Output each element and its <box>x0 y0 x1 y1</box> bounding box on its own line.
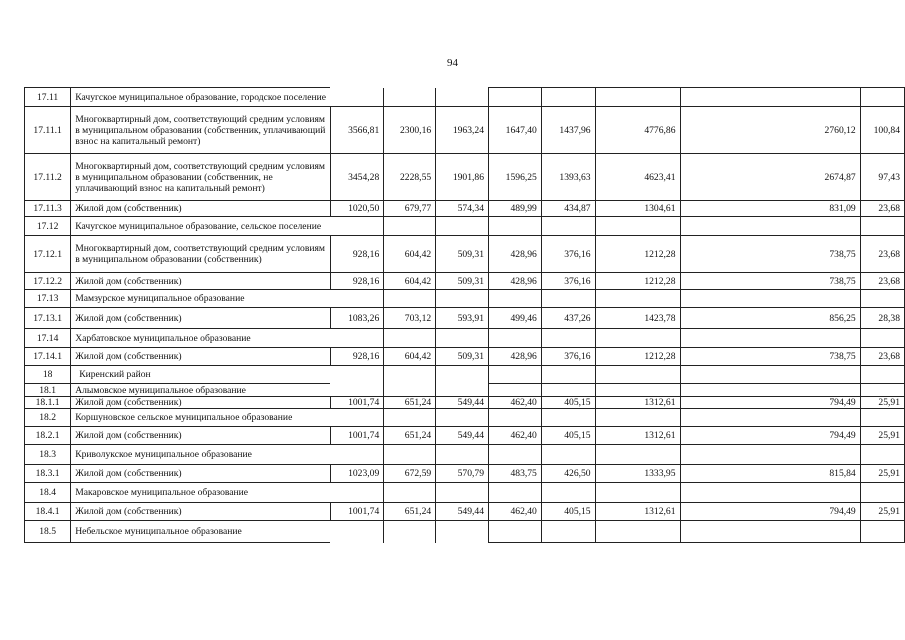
empty-cell <box>541 329 595 348</box>
value-cell: 604,42 <box>384 236 436 273</box>
empty-cell <box>436 409 489 427</box>
value-cell: 376,16 <box>541 236 595 273</box>
value-cell: 1212,28 <box>595 236 680 273</box>
empty-cell <box>860 483 904 503</box>
empty-cell <box>384 366 436 384</box>
row-code: 17.13.1 <box>25 308 71 329</box>
empty-cell <box>860 88 904 107</box>
table-row <box>25 236 905 273</box>
empty-cell <box>489 290 542 308</box>
value-cell: 100,84 <box>860 107 904 154</box>
row-code: 17.11 <box>25 88 71 107</box>
value-cell: 405,15 <box>541 503 595 521</box>
value-cell: 2300,16 <box>384 107 436 154</box>
empty-cell <box>595 329 680 348</box>
row-name: Жилой дом (собственник) <box>71 308 330 329</box>
value-cell: 376,16 <box>541 273 595 290</box>
value-cell: 462,40 <box>489 427 542 445</box>
value-cell: 25,91 <box>860 427 904 445</box>
empty-cell <box>680 521 860 543</box>
empty-cell <box>680 88 860 107</box>
value-cell: 738,75 <box>680 348 860 366</box>
section-name: Харбатовское муниципальное образование <box>71 329 330 348</box>
value-cell: 1596,25 <box>489 154 542 201</box>
region-name: Киренский район <box>71 366 330 384</box>
value-cell: 1312,61 <box>595 397 680 409</box>
value-cell: 1333,95 <box>595 465 680 483</box>
empty-cell <box>384 521 436 543</box>
empty-cell <box>384 88 436 107</box>
value-cell: 651,24 <box>384 427 436 445</box>
row-code: 17.11.2 <box>25 154 71 201</box>
value-cell: 604,42 <box>384 273 436 290</box>
value-cell: 499,46 <box>489 308 542 329</box>
empty-cell <box>860 366 904 384</box>
row-code: 18.2 <box>25 409 71 427</box>
value-cell: 2674,87 <box>680 154 860 201</box>
value-cell: 23,68 <box>860 273 904 290</box>
value-cell: 428,96 <box>489 273 542 290</box>
value-cell: 856,25 <box>680 308 860 329</box>
empty-cell <box>541 290 595 308</box>
table-row <box>25 154 905 201</box>
empty-cell <box>489 329 542 348</box>
empty-cell <box>541 366 595 384</box>
empty-cell <box>436 217 489 236</box>
page-number: 94 <box>447 57 458 69</box>
value-cell: 28,38 <box>860 308 904 329</box>
value-cell: 593,91 <box>436 308 489 329</box>
value-cell: 815,84 <box>680 465 860 483</box>
empty-cell <box>595 409 680 427</box>
empty-cell <box>489 521 542 543</box>
empty-cell <box>595 366 680 384</box>
row-code: 18 <box>25 366 71 384</box>
value-cell: 794,49 <box>680 427 860 445</box>
value-cell: 428,96 <box>489 348 542 366</box>
row-code: 17.14.1 <box>25 348 71 366</box>
value-cell: 1312,61 <box>595 503 680 521</box>
value-cell: 549,44 <box>436 397 489 409</box>
empty-cell <box>489 217 542 236</box>
value-cell: 462,40 <box>489 503 542 521</box>
value-cell: 462,40 <box>489 397 542 409</box>
section-name: Алымовское муниципальное образование <box>71 384 330 397</box>
empty-cell <box>489 409 542 427</box>
empty-cell <box>436 521 489 543</box>
empty-cell <box>595 290 680 308</box>
value-cell: 679,77 <box>384 201 436 217</box>
value-cell: 1212,28 <box>595 273 680 290</box>
value-cell: 405,15 <box>541 397 595 409</box>
row-name: Жилой дом (собственник) <box>71 503 330 521</box>
row-code: 17.11.3 <box>25 201 71 217</box>
row-code: 18.5 <box>25 521 71 543</box>
section-name: Криволукское муниципальное образование <box>71 445 330 465</box>
value-cell: 1312,61 <box>595 427 680 445</box>
table-row <box>25 201 905 217</box>
section-name: Макаровское муниципальное образование <box>71 483 330 503</box>
row-name: Многоквартирный дом, соответствующий средним условиям в муниципальном образовании (собственник, уплачивающий взнос на капитальный ремонт) <box>71 107 330 154</box>
empty-cell <box>541 521 595 543</box>
value-cell: 4776,86 <box>595 107 680 154</box>
row-code: 17.12 <box>25 217 71 236</box>
empty-cell <box>860 445 904 465</box>
row-name: Многоквартирный дом, соответствующий средним условиям в муниципальном образовании (собственник) <box>71 236 330 273</box>
value-cell: 794,49 <box>680 503 860 521</box>
row-code: 18.4.1 <box>25 503 71 521</box>
empty-cell <box>330 521 384 543</box>
empty-cell <box>330 290 384 308</box>
value-cell: 1001,74 <box>330 397 384 409</box>
empty-cell <box>384 329 436 348</box>
section-name: Мамзурское муниципальное образование <box>71 290 330 308</box>
empty-cell <box>541 483 595 503</box>
empty-cell <box>860 521 904 543</box>
value-cell: 574,34 <box>436 201 489 217</box>
value-cell: 1901,86 <box>436 154 489 201</box>
empty-cell <box>436 366 489 384</box>
row-name: Жилой дом (собственник) <box>71 397 330 409</box>
section-row <box>25 329 905 348</box>
value-cell: 25,91 <box>860 503 904 521</box>
table-row <box>25 397 905 409</box>
value-cell: 672,59 <box>384 465 436 483</box>
value-cell: 509,31 <box>436 348 489 366</box>
empty-cell <box>680 217 860 236</box>
value-cell: 2760,12 <box>680 107 860 154</box>
value-cell: 549,44 <box>436 427 489 445</box>
empty-cell <box>541 384 595 397</box>
value-cell: 1001,74 <box>330 427 384 445</box>
section-row <box>25 409 905 427</box>
empty-cell <box>860 384 904 397</box>
empty-cell <box>680 384 860 397</box>
empty-cell <box>680 329 860 348</box>
empty-cell <box>680 366 860 384</box>
empty-cell <box>489 445 542 465</box>
empty-cell <box>595 521 680 543</box>
value-cell: 1437,96 <box>541 107 595 154</box>
empty-cell <box>384 483 436 503</box>
section-name: Качугское муниципальное образование, городское поселение <box>71 88 330 107</box>
empty-cell <box>595 217 680 236</box>
table-row <box>25 465 905 483</box>
value-cell: 651,24 <box>384 397 436 409</box>
value-cell: 1963,24 <box>436 107 489 154</box>
value-cell: 428,96 <box>489 236 542 273</box>
tariff-table <box>24 87 905 543</box>
empty-cell <box>330 88 384 107</box>
empty-cell <box>680 445 860 465</box>
value-cell: 928,16 <box>330 348 384 366</box>
empty-cell <box>384 217 436 236</box>
empty-cell <box>330 384 384 397</box>
empty-cell <box>330 409 384 427</box>
region-row <box>25 366 905 384</box>
value-cell: 4623,41 <box>595 154 680 201</box>
row-name: Многоквартирный дом, соответствующий средним условиям в муниципальном образовании (собственник, не уплачивающий взнос на капитальный ремонт) <box>71 154 330 201</box>
table-row <box>25 348 905 366</box>
empty-cell <box>680 409 860 427</box>
row-code: 18.4 <box>25 483 71 503</box>
empty-cell <box>680 483 860 503</box>
row-code: 18.3 <box>25 445 71 465</box>
empty-cell <box>436 445 489 465</box>
section-row <box>25 384 905 397</box>
value-cell: 405,15 <box>541 427 595 445</box>
empty-cell <box>680 290 860 308</box>
value-cell: 738,75 <box>680 273 860 290</box>
section-name: Качугское муниципальное образование, сельское поселение <box>71 217 330 236</box>
table-row <box>25 308 905 329</box>
value-cell: 1304,61 <box>595 201 680 217</box>
value-cell: 1647,40 <box>489 107 542 154</box>
value-cell: 509,31 <box>436 273 489 290</box>
value-cell: 3566,81 <box>330 107 384 154</box>
empty-cell <box>489 88 542 107</box>
value-cell: 23,68 <box>860 236 904 273</box>
empty-cell <box>489 384 542 397</box>
row-code: 17.13 <box>25 290 71 308</box>
empty-cell <box>384 445 436 465</box>
empty-cell <box>436 290 489 308</box>
row-code: 18.3.1 <box>25 465 71 483</box>
empty-cell <box>436 384 489 397</box>
empty-cell <box>541 409 595 427</box>
value-cell: 1393,63 <box>541 154 595 201</box>
value-cell: 483,75 <box>489 465 542 483</box>
value-cell: 928,16 <box>330 236 384 273</box>
empty-cell <box>541 88 595 107</box>
section-row <box>25 483 905 503</box>
row-name: Жилой дом (собственник) <box>71 427 330 445</box>
value-cell: 549,44 <box>436 503 489 521</box>
value-cell: 97,43 <box>860 154 904 201</box>
value-cell: 23,68 <box>860 201 904 217</box>
value-cell: 426,50 <box>541 465 595 483</box>
value-cell: 3454,28 <box>330 154 384 201</box>
row-code: 17.12.2 <box>25 273 71 290</box>
row-name: Жилой дом (собственник) <box>71 348 330 366</box>
empty-cell <box>595 445 680 465</box>
value-cell: 434,87 <box>541 201 595 217</box>
section-name: Небельское муниципальное образование <box>71 521 330 543</box>
value-cell: 738,75 <box>680 236 860 273</box>
section-row <box>25 521 905 543</box>
row-code: 17.14 <box>25 329 71 348</box>
value-cell: 23,68 <box>860 348 904 366</box>
empty-cell <box>384 384 436 397</box>
row-name: Жилой дом (собственник) <box>71 201 330 217</box>
table-row <box>25 503 905 521</box>
empty-cell <box>330 217 384 236</box>
value-cell: 437,26 <box>541 308 595 329</box>
table-row <box>25 427 905 445</box>
empty-cell <box>860 290 904 308</box>
row-code: 18.1.1 <box>25 397 71 409</box>
value-cell: 1083,26 <box>330 308 384 329</box>
empty-cell <box>595 483 680 503</box>
empty-cell <box>436 483 489 503</box>
section-row <box>25 217 905 236</box>
empty-cell <box>330 366 384 384</box>
value-cell: 25,91 <box>860 465 904 483</box>
value-cell: 489,99 <box>489 201 542 217</box>
table-row <box>25 107 905 154</box>
value-cell: 703,12 <box>384 308 436 329</box>
value-cell: 1423,78 <box>595 308 680 329</box>
row-code: 17.12.1 <box>25 236 71 273</box>
value-cell: 1020,50 <box>330 201 384 217</box>
empty-cell <box>541 445 595 465</box>
row-code: 18.2.1 <box>25 427 71 445</box>
section-row <box>25 445 905 465</box>
row-name: Жилой дом (собственник) <box>71 465 330 483</box>
section-name: Коршуновское сельское муниципальное образование <box>71 409 330 427</box>
value-cell: 2228,55 <box>384 154 436 201</box>
empty-cell <box>860 409 904 427</box>
empty-cell <box>489 483 542 503</box>
value-cell: 1001,74 <box>330 503 384 521</box>
empty-cell <box>541 217 595 236</box>
empty-cell <box>330 329 384 348</box>
section-row <box>25 290 905 308</box>
empty-cell <box>595 384 680 397</box>
value-cell: 25,91 <box>860 397 904 409</box>
empty-cell <box>384 409 436 427</box>
section-row <box>25 88 905 107</box>
value-cell: 928,16 <box>330 273 384 290</box>
empty-cell <box>595 88 680 107</box>
empty-cell <box>330 445 384 465</box>
value-cell: 376,16 <box>541 348 595 366</box>
row-name: Жилой дом (собственник) <box>71 273 330 290</box>
empty-cell <box>436 88 489 107</box>
empty-cell <box>860 329 904 348</box>
value-cell: 651,24 <box>384 503 436 521</box>
value-cell: 831,09 <box>680 201 860 217</box>
row-code: 18.1 <box>25 384 71 397</box>
row-code: 17.11.1 <box>25 107 71 154</box>
value-cell: 1023,09 <box>330 465 384 483</box>
table-row <box>25 273 905 290</box>
value-cell: 1212,28 <box>595 348 680 366</box>
empty-cell <box>384 290 436 308</box>
value-cell: 509,31 <box>436 236 489 273</box>
value-cell: 794,49 <box>680 397 860 409</box>
empty-cell <box>330 483 384 503</box>
value-cell: 604,42 <box>384 348 436 366</box>
empty-cell <box>436 329 489 348</box>
empty-cell <box>860 217 904 236</box>
empty-cell <box>489 366 542 384</box>
value-cell: 570,79 <box>436 465 489 483</box>
